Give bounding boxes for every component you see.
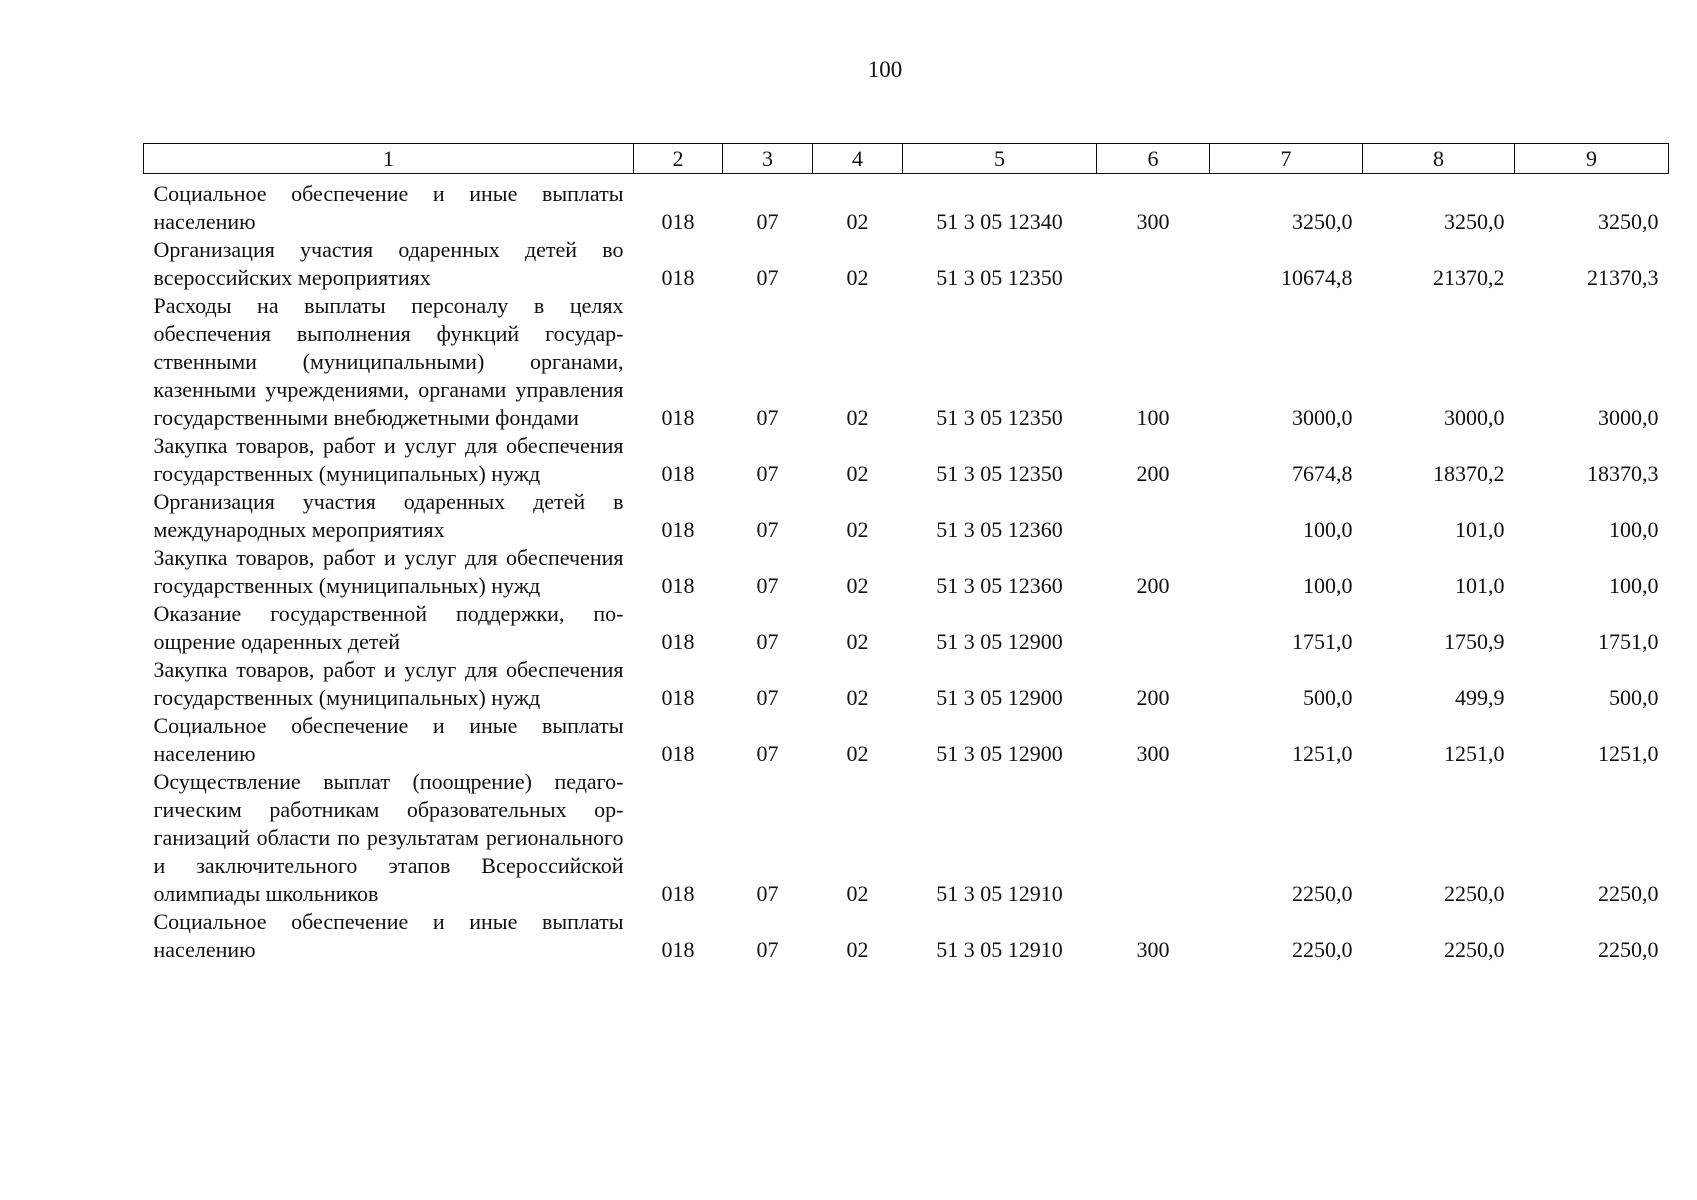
row-section-code: 07 [756, 265, 779, 290]
header-cell-2: 2 [634, 144, 723, 174]
row-ministry-code: 018 [661, 881, 695, 906]
row-name: Расходы на выплаты персоналу в целях обеспечения выполнения функций государственными (муниципальными) органами, казенными учреждениями, органами управления государственными внебюджетными фондами [153, 293, 624, 430]
row-amount-col7: 3000,0 [1292, 405, 1353, 430]
row-section-code: 07 [756, 881, 779, 906]
row-ministry-code: 018 [661, 517, 695, 542]
row-ministry-code: 018 [661, 461, 695, 486]
table-row [144, 488, 1669, 544]
row-amount-col8: 3000,0 [1444, 405, 1505, 430]
row-amount-col8: 101,0 [1455, 573, 1505, 598]
row-amount-col7: 7674,8 [1292, 461, 1353, 486]
row-amount-col9: 3250,0 [1598, 209, 1659, 234]
row-target-article: 51 3 05 12360 [936, 573, 1063, 598]
row-section-code: 07 [756, 573, 779, 598]
header-cell-9: 9 [1515, 144, 1669, 174]
row-target-article: 51 3 05 12900 [936, 629, 1063, 654]
row-expense-type [1097, 488, 1210, 544]
row-amount-col9: 2250,0 [1598, 881, 1659, 906]
row-section-code: 07 [756, 405, 779, 430]
row-ministry-code: 018 [661, 265, 695, 290]
header-cell-4: 4 [813, 144, 903, 174]
row-subsection-code: 02 [846, 937, 869, 962]
row-section-code: 07 [756, 517, 779, 542]
row-target-article: 51 3 05 12910 [936, 937, 1063, 962]
row-name: Организация участия одаренных детей в международных мероприятиях [153, 489, 624, 542]
row-expense-type: 200 [1136, 573, 1170, 598]
row-amount-col9: 1251,0 [1598, 741, 1659, 766]
row-target-article: 51 3 05 12900 [936, 685, 1063, 710]
row-name: Социальное обеспечение и иные выплаты населению [153, 909, 624, 962]
table-row [144, 712, 1669, 768]
header-cell-1: 1 [144, 144, 634, 174]
header-cell-8: 8 [1363, 144, 1515, 174]
row-amount-col9: 21370,3 [1587, 265, 1659, 290]
row-target-article: 51 3 05 12350 [936, 265, 1063, 290]
row-name: Оказание государственной поддержки, поощрение одаренных детей [153, 601, 624, 654]
row-amount-col9: 500,0 [1609, 685, 1659, 710]
row-amount-col9: 100,0 [1609, 573, 1659, 598]
row-amount-col9: 18370,3 [1587, 461, 1659, 486]
header-cell-6: 6 [1097, 144, 1210, 174]
row-section-code: 07 [756, 685, 779, 710]
row-amount-col7: 100,0 [1303, 517, 1353, 542]
row-expense-type [1097, 600, 1210, 656]
row-amount-col7: 1251,0 [1292, 741, 1353, 766]
row-amount-col9: 3000,0 [1598, 405, 1659, 430]
row-subsection-code: 02 [846, 461, 869, 486]
row-amount-col7: 10674,8 [1281, 265, 1353, 290]
row-ministry-code: 018 [661, 685, 695, 710]
row-name: Закупка товаров, работ и услуг для обеспечения государственных (муниципальных) нужд [153, 545, 624, 598]
row-subsection-code: 02 [846, 685, 869, 710]
budget-table [143, 143, 1669, 964]
row-name: Осуществление выплат (поощрение) педагогическим работникам образовательных организаций области по результатам регионального и заключительного этапов Всероссийской олимпиады школьников [153, 769, 624, 906]
header-cell-7: 7 [1210, 144, 1363, 174]
row-ministry-code: 018 [661, 405, 695, 430]
row-subsection-code: 02 [846, 629, 869, 654]
row-expense-type: 200 [1136, 461, 1170, 486]
row-name: Закупка товаров, работ и услуг для обеспечения государственных (муниципальных) нужд [153, 657, 624, 710]
row-target-article: 51 3 05 12910 [936, 881, 1063, 906]
row-ministry-code: 018 [661, 629, 695, 654]
table-row [144, 656, 1669, 712]
row-amount-col7: 2250,0 [1292, 937, 1353, 962]
row-amount-col8: 3250,0 [1444, 209, 1505, 234]
row-section-code: 07 [756, 461, 779, 486]
row-target-article: 51 3 05 12900 [936, 741, 1063, 766]
row-section-code: 07 [756, 629, 779, 654]
row-expense-type: 200 [1136, 685, 1170, 710]
header-cell-3: 3 [723, 144, 813, 174]
row-expense-type: 300 [1136, 209, 1170, 234]
row-amount-col8: 1251,0 [1444, 741, 1505, 766]
row-amount-col9: 1751,0 [1598, 629, 1659, 654]
page-number: 100 [867, 57, 903, 82]
row-target-article: 51 3 05 12350 [936, 405, 1063, 430]
row-amount-col9: 100,0 [1609, 517, 1659, 542]
row-section-code: 07 [756, 741, 779, 766]
row-expense-type [1097, 768, 1210, 908]
row-target-article: 51 3 05 12360 [936, 517, 1063, 542]
table-row [144, 432, 1669, 488]
row-amount-col7: 500,0 [1303, 685, 1353, 710]
row-amount-col7: 100,0 [1303, 573, 1353, 598]
row-subsection-code: 02 [846, 741, 869, 766]
row-ministry-code: 018 [661, 937, 695, 962]
table-row [144, 768, 1669, 908]
row-ministry-code: 018 [661, 209, 695, 234]
row-amount-col7: 1751,0 [1292, 629, 1353, 654]
row-expense-type: 100 [1136, 405, 1170, 430]
table-row [144, 908, 1669, 964]
row-name: Социальное обеспечение и иные выплаты населению [153, 181, 624, 234]
table-row [144, 544, 1669, 600]
table-body [144, 174, 1669, 965]
row-target-article: 51 3 05 12340 [936, 209, 1063, 234]
row-amount-col8: 2250,0 [1444, 937, 1505, 962]
header-cell-5: 5 [903, 144, 1097, 174]
row-amount-col8: 21370,2 [1433, 265, 1505, 290]
row-subsection-code: 02 [846, 517, 869, 542]
row-subsection-code: 02 [846, 573, 869, 598]
table-row [144, 292, 1669, 432]
table-header [144, 144, 1669, 174]
row-ministry-code: 018 [661, 741, 695, 766]
row-amount-col8: 499,9 [1455, 685, 1505, 710]
row-expense-type: 300 [1136, 741, 1170, 766]
row-name: Социальное обеспечение и иные выплаты населению [153, 713, 624, 766]
row-amount-col8: 2250,0 [1444, 881, 1505, 906]
row-amount-col9: 2250,0 [1598, 937, 1659, 962]
row-expense-type [1097, 236, 1210, 292]
row-amount-col8: 101,0 [1455, 517, 1505, 542]
row-amount-col7: 3250,0 [1292, 209, 1353, 234]
table-row [144, 600, 1669, 656]
row-subsection-code: 02 [846, 265, 869, 290]
table-row [144, 180, 1669, 236]
row-subsection-code: 02 [846, 209, 869, 234]
row-amount-col7: 2250,0 [1292, 881, 1353, 906]
row-name: Организация участия одаренных детей во всероссийских мероприятиях [153, 237, 624, 290]
row-amount-col8: 1750,9 [1444, 629, 1505, 654]
row-subsection-code: 02 [846, 405, 869, 430]
row-ministry-code: 018 [661, 573, 695, 598]
row-section-code: 07 [756, 937, 779, 962]
row-target-article: 51 3 05 12350 [936, 461, 1063, 486]
row-name: Закупка товаров, работ и услуг для обеспечения государственных (муниципальных) нужд [153, 433, 624, 486]
row-expense-type: 300 [1136, 937, 1170, 962]
header-row [144, 144, 1669, 174]
row-section-code: 07 [756, 209, 779, 234]
row-amount-col8: 18370,2 [1433, 461, 1505, 486]
table-row [144, 236, 1669, 292]
row-subsection-code: 02 [846, 881, 869, 906]
